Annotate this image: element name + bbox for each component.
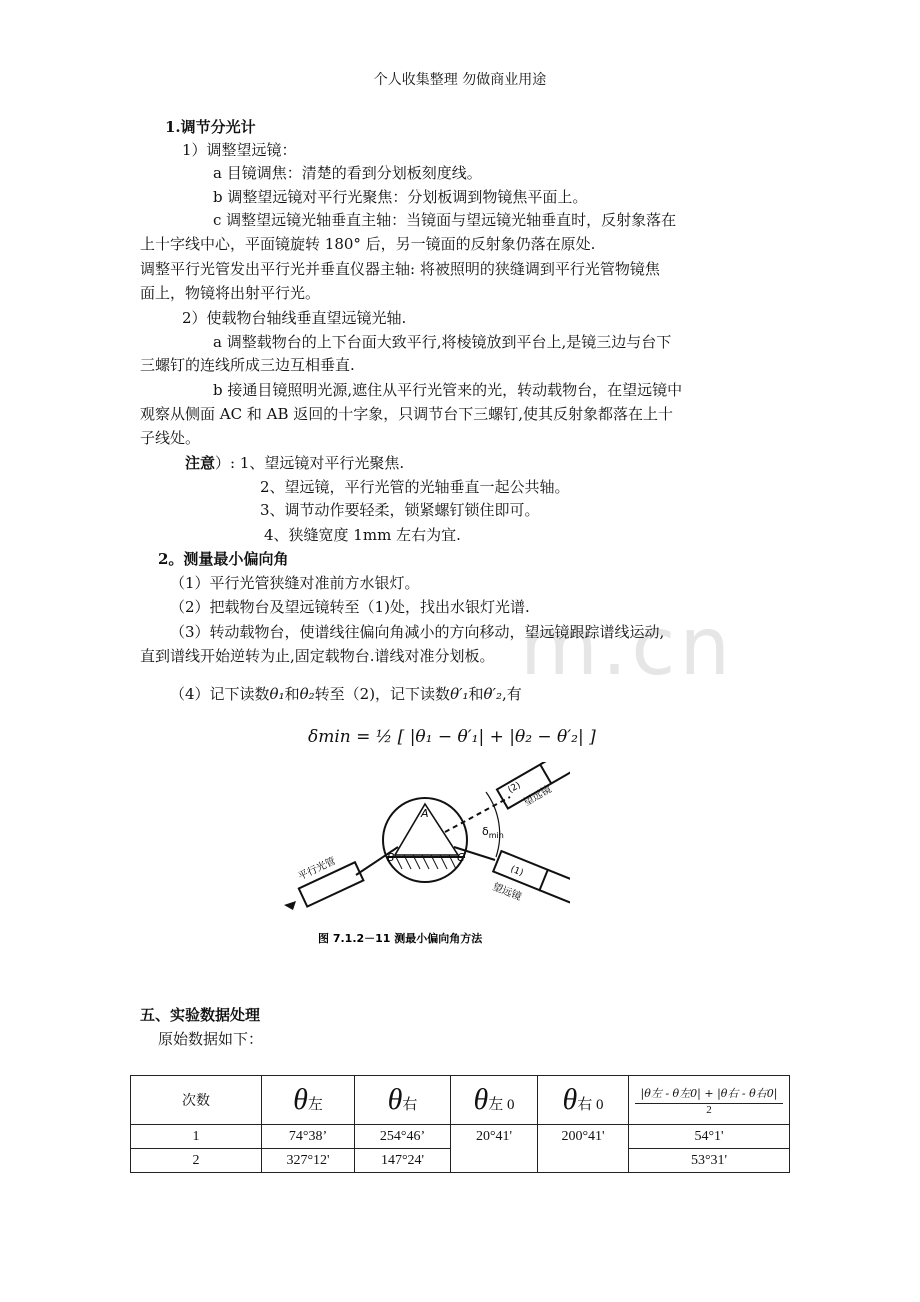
note-line1 <box>185 453 404 473</box>
step-stage-level-line1: a 调整载物台的上下台面大致平行,将棱镜放到平台上,是镜三边与台下 <box>213 333 672 351</box>
th-theta-left: θ左 <box>262 1076 355 1125</box>
theta1-prime: θ′₁ <box>450 685 469 703</box>
watermark: m.cn <box>520 600 735 693</box>
label-tel2-name: 望远镜 <box>522 784 554 809</box>
collimator-line2: 面上，物镜将出射平行光。 <box>140 284 321 302</box>
raw-data-intro: 原始数据如下： <box>158 1030 264 1048</box>
section-title-data: 五、实验数据处理 <box>140 1006 261 1024</box>
th-count: 次数 <box>131 1076 262 1125</box>
label-C: C <box>457 851 465 864</box>
measure-step-2: （2）把载物台及望远镜转至（1)处，找出水银灯光谱. <box>170 598 530 616</box>
step-axis-perp-line2: 上十字线中心，平面镜旋转 180° 后，另一镜面的反射象仍落在原处. <box>140 235 596 253</box>
section-title-adjust: 1.调节分光计 <box>165 118 256 136</box>
step-adjust-telescope: 1）调整望远镜： <box>182 141 297 159</box>
min-deviation-figure <box>270 762 570 952</box>
theta2-prime: θ′₂ <box>483 685 502 703</box>
th-formula: |θ左 - θ左0| + |θ右 - θ右0| 2 <box>629 1076 790 1125</box>
label-B: B <box>387 851 395 864</box>
page-header: 个人收集整理 勿做商业用途 <box>373 72 547 88</box>
light-source-mark <box>284 901 296 910</box>
collimator-line1: 调整平行光管发出平行光并垂直仪器主轴: 将被照明的狭缝调到平行光管物镜焦 <box>140 260 660 278</box>
step-light-line3: 子线处。 <box>140 429 201 447</box>
note-item-1: ）: 1、望远镜对平行光聚焦. <box>215 454 405 472</box>
label-tel1-name: 望远镜 <box>490 881 523 904</box>
step-eyepiece-focus: a 目镜调焦：清楚的看到分划板刻度线。 <box>213 164 482 182</box>
measure-step-3-line2: 直到谱线开始逆转为止,固定载物台.谱线对准分划板。 <box>140 647 495 665</box>
note-item-2: 2、望远镜，平行光管的光轴垂直一起公共轴。 <box>260 478 570 496</box>
step-axis-perp-line1: c 调整望远镜光轴垂直主轴：当镜面与望远镜光轴垂直时，反射象落在 <box>213 211 677 229</box>
data-table <box>130 1075 790 1173</box>
th-theta-left0: θ左 0 <box>451 1076 538 1125</box>
th-theta-right0: θ右 0 <box>538 1076 629 1125</box>
step-light-line2: 观察从侧面 AC 和 AB 返回的十字象，只调节台下三螺钉,使其反射象都落在上十 <box>140 405 674 423</box>
measure-step-3-line1: （3）转动载物台，使谱线往偏向角减小的方向移动，望远镜跟踪谱线运动, <box>170 623 665 641</box>
note-label: 注意 <box>185 454 216 472</box>
step-telescope-focus: b 调整望远镜对平行光聚焦：分划板调到物镜焦平面上。 <box>213 188 588 206</box>
section-title-min-deviation: 2。测量最小偏向角 <box>158 550 289 568</box>
exit-ray-2 <box>445 797 510 832</box>
label-tel2-num: (2) <box>506 780 523 796</box>
label-delta: $\delta_{min}$ <box>482 825 504 840</box>
table-row: 1 74°38’ 254°46’ 20°41' 200°41' 54°1' <box>131 1125 790 1149</box>
step-stage-axis: 2）使载物台轴线垂直望远镜光轴. <box>182 309 407 327</box>
theta2: θ₂ <box>299 685 315 703</box>
label-tel1-num: (1) <box>508 864 525 879</box>
table-header-row <box>131 1076 790 1125</box>
measure-step-4: （4）记下读数θ₁和θ₂转至（2)，记下读数θ′₁和θ′₂,有 <box>170 685 522 703</box>
measure-step-1: （1）平行光管狭缝对准前方水银灯。 <box>170 574 420 592</box>
note-item-3: 3、调节动作要轻柔，锁紧螺钉锁住即可。 <box>260 501 540 519</box>
th-theta-right: θ右 <box>355 1076 451 1125</box>
formula-min-deviation: δmin = ½ [ |θ₁ − θ′₁| + |θ₂ − θ′₂| ] <box>308 727 596 747</box>
label-A: A <box>421 807 429 820</box>
table-row: 2 327°12' 147°24' 53°31' <box>131 1149 790 1173</box>
note-item-4: 4、狭缝宽度 1mm 左右为宜. <box>264 526 461 544</box>
theta1: θ₁ <box>269 685 285 703</box>
step-light-line1: b 接通目镜照明光源,遮住从平行光管来的光，转动载物台，在望远镜中 <box>213 381 683 399</box>
step-stage-level-line2: 三螺钉的连线所成三边互相垂直. <box>140 356 355 374</box>
label-collimator: 平行光管 <box>296 855 338 883</box>
figure-caption: 图 7.1.2－11 测最小偏向角方法 <box>318 932 483 945</box>
